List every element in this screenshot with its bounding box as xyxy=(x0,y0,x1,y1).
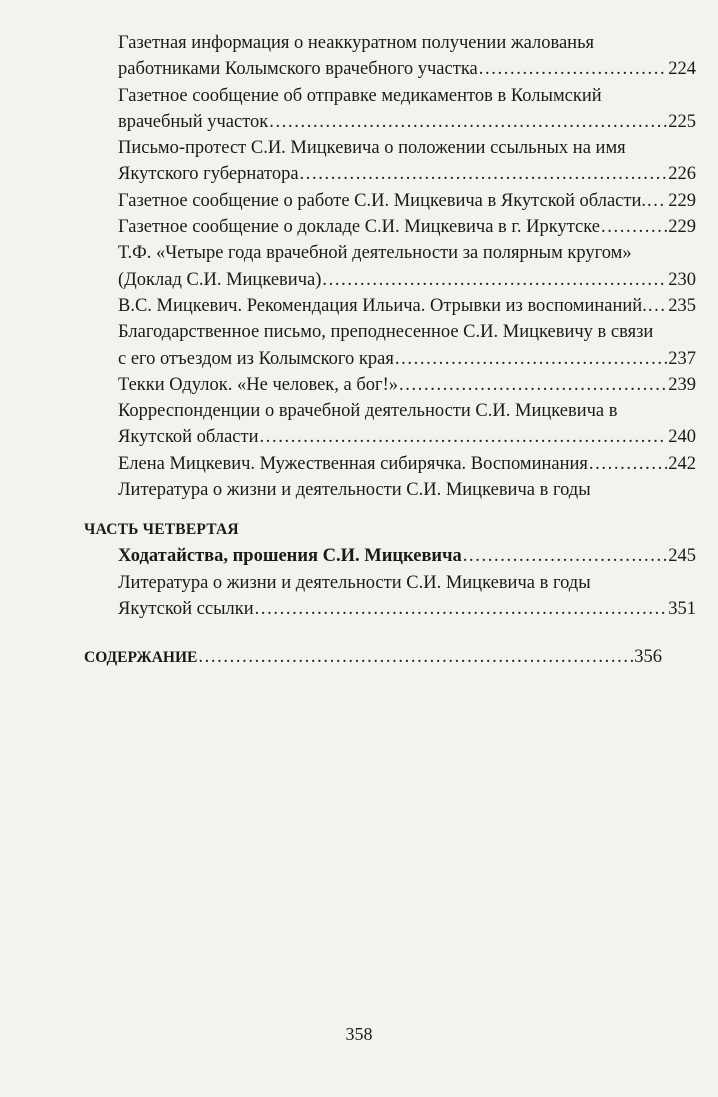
entry-page-number: 229 xyxy=(668,217,696,238)
entry-title-text: (Доклад С.И. Мицкевича) xyxy=(118,269,322,290)
entry-title-text: Газетное сообщение об отправке медикаментов в Колымский xyxy=(118,85,602,106)
toc-entry xyxy=(84,319,696,372)
toc-entry xyxy=(84,372,696,398)
leader-dots xyxy=(648,293,667,319)
toc-entry-line xyxy=(118,319,696,345)
entry-page-number: 226 xyxy=(668,164,696,185)
leader-dots xyxy=(260,424,668,450)
entry-title-text: Литература о жизни и деятельности С.И. Мицкевича в годы xyxy=(118,480,591,501)
entry-title-text: Газетная информация о неаккуратном получении жалованья xyxy=(118,33,595,53)
toc-part-three xyxy=(84,30,696,503)
leader-dots xyxy=(395,346,667,372)
toc-entry xyxy=(84,477,696,503)
entry-title-text: Т.Ф. «Четыре года врачебной деятельности за полярным кругом» xyxy=(118,243,632,264)
toc-entry-line xyxy=(118,267,696,293)
entry-page-number: 235 xyxy=(668,295,696,316)
entry-title-text: Елена Мицкевич. Мужественная сибирячка. Воспоминания xyxy=(118,453,588,474)
toc-entry-line xyxy=(118,188,696,214)
toc-entry-line xyxy=(118,293,696,319)
toc-entry-line xyxy=(118,424,696,450)
toc-entry xyxy=(84,451,696,477)
entry-page-number: 225 xyxy=(668,111,696,132)
toc-entry-line xyxy=(118,346,696,372)
toc-entry xyxy=(84,83,696,136)
toc-entry-line xyxy=(118,109,696,135)
entry-page-number: 240 xyxy=(668,427,696,448)
toc-entry-line xyxy=(118,240,696,266)
entry-page-number: 237 xyxy=(668,348,696,369)
toc-entry-line xyxy=(118,56,696,82)
leader-dots xyxy=(198,644,633,670)
page-number: 358 xyxy=(345,1024,373,1044)
entry-title-text: Якутской ссылки xyxy=(118,598,254,619)
leader-dots xyxy=(300,161,668,187)
leader-dots xyxy=(601,214,667,240)
leader-dots xyxy=(269,109,667,135)
entry-page-number: 242 xyxy=(668,453,696,474)
entry-title-text: Якутского губернатора xyxy=(118,164,299,185)
toc-entry xyxy=(84,293,696,319)
entry-title-text: работниками Колымского врачебного участка xyxy=(118,59,478,80)
entry-title-text: Газетное сообщение о работе С.И. Мицкевича в Якутской области. xyxy=(118,190,646,211)
entry-page-number: 229 xyxy=(668,190,696,211)
table-of-contents xyxy=(84,30,696,671)
leader-dots xyxy=(399,372,667,398)
toc-entry xyxy=(84,188,696,214)
entry-title-text: Корреспонденции о врачебной деятельности С.И. Мицкевича в xyxy=(118,401,618,422)
toc-entry-line xyxy=(118,451,696,477)
toc-entry xyxy=(84,30,696,83)
toc-entry-line xyxy=(118,214,696,240)
leader-dots xyxy=(479,56,668,82)
toc-entry-line xyxy=(118,543,696,569)
leader-dots xyxy=(463,543,667,569)
entry-title-text: врачебный участок xyxy=(118,111,269,132)
toc-entry-line xyxy=(118,372,696,398)
toc-entry xyxy=(84,135,696,188)
contents-label: СОДЕРЖАНИЕ xyxy=(84,649,198,667)
toc-entry-line xyxy=(118,398,696,424)
entry-title-text: В.С. Мицкевич. Рекомендация Ильича. Отрывки из воспоминаний. xyxy=(118,295,647,316)
entry-page-number: 351 xyxy=(668,598,696,619)
entry-page-number: 245 xyxy=(668,546,696,567)
toc-entry-line xyxy=(118,83,696,109)
entry-page-number: 239 xyxy=(668,374,696,395)
entry-title-text: Благодарственное письмо, преподнесенное С.И. Мицкевичу в связи xyxy=(118,322,654,343)
entry-title-text: с его отъездом из Колымского края xyxy=(118,348,394,369)
toc-entry-line xyxy=(118,477,696,503)
entry-title-text: Газетное сообщение о докладе С.И. Мицкевича в г. Иркутске xyxy=(118,217,600,238)
toc-entry-line xyxy=(118,161,696,187)
toc-entry-line xyxy=(118,570,696,596)
entry-page-number: 230 xyxy=(668,269,696,290)
entry-title-text: Письмо-протест С.И. Мицкевича о положении ссыльных на имя xyxy=(118,138,626,159)
entry-title-text: Литература о жизни и деятельности С.И. Мицкевича в годы xyxy=(118,572,591,593)
toc-entry xyxy=(84,240,696,293)
entry-title-text: Ходатайства, прошения С.И. Мицкевича xyxy=(118,546,462,567)
toc-entry-line xyxy=(118,596,696,622)
toc-entry-contents xyxy=(84,644,662,671)
entry-page-number: 224 xyxy=(668,59,696,80)
toc-entry xyxy=(84,214,696,240)
entry-title-text: Якутской области xyxy=(118,427,259,448)
leader-dots xyxy=(322,267,667,293)
toc-entry-line xyxy=(118,135,696,161)
entry-title-text: Текки Одулок. «Не человек, а бог!» xyxy=(118,374,399,395)
contents-page-number: 356 xyxy=(634,647,662,668)
toc-entry xyxy=(84,398,696,451)
toc-entry xyxy=(84,570,696,623)
leader-dots xyxy=(589,451,667,477)
toc-part-four xyxy=(84,543,696,622)
toc-entry xyxy=(84,543,696,569)
part-four-heading: ЧАСТЬ ЧЕТВЕРТАЯ xyxy=(84,521,239,539)
leader-dots xyxy=(647,188,667,214)
leader-dots xyxy=(255,596,668,622)
toc-entry-line xyxy=(118,30,696,56)
